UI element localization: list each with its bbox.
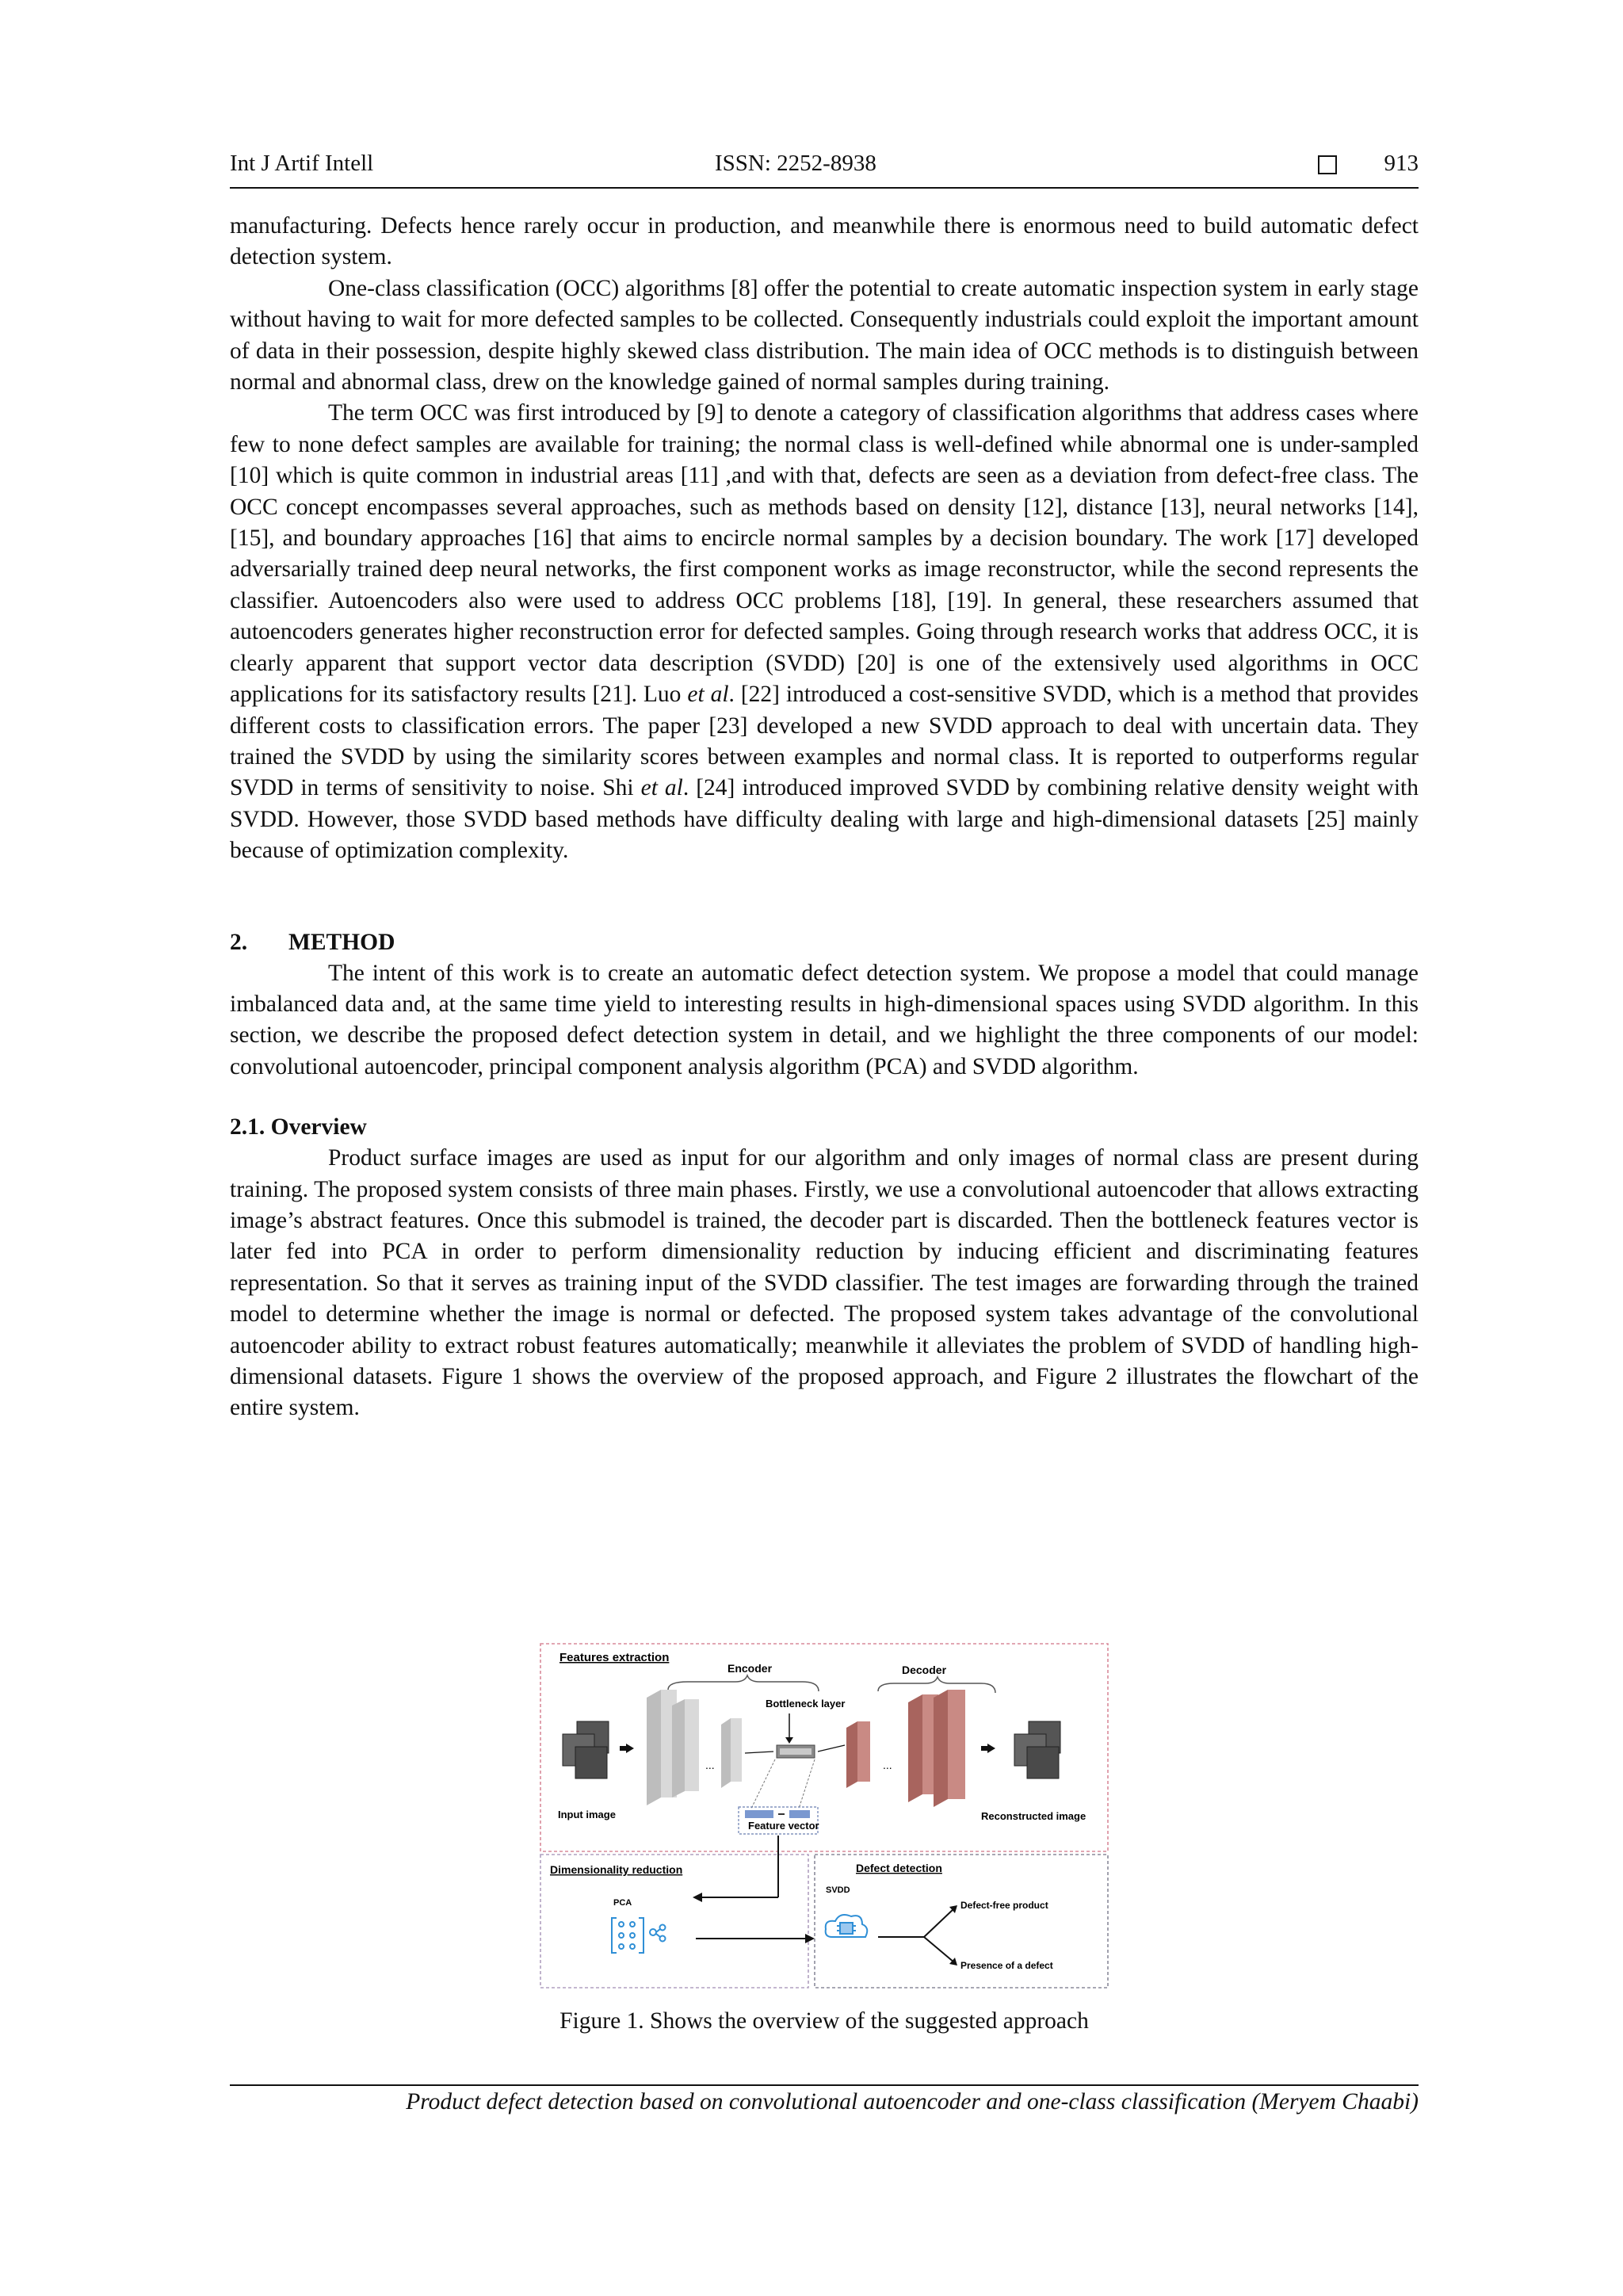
section-heading: 2. METHOD	[230, 929, 395, 955]
svg-text:...: ...	[883, 1759, 892, 1771]
svg-text:...: ...	[705, 1759, 715, 1771]
encoder-blocks	[647, 1690, 742, 1805]
bottleneck-label: Bottleneck layer	[766, 1698, 846, 1710]
paragraph: One-class classification (OCC) algorithms [8] offer the potential to create automatic inspection system in early stage without having to wait for more defected samples to be collected. Consequently industrials could exploit the important amount of data in their possession, despite highly skewed class distribution. The main idea of OCC methods is to distinguish between normal and abnormal class, drew on the knowledge gained of normal samples during training.	[230, 275, 1419, 395]
figure-1	[537, 1642, 1111, 1991]
bottleneck-block	[777, 1745, 815, 1758]
decoder-label: Decoder	[902, 1664, 947, 1676]
footer-rule	[230, 2084, 1419, 2086]
reconstructed-image-stack	[1014, 1721, 1060, 1778]
issn: ISSN: 2252-8938	[715, 151, 876, 176]
pca-label: PCA	[613, 1898, 632, 1908]
defect-free-label: Defect-free product	[960, 1900, 1048, 1911]
reconstructed-image-label: Reconstructed image	[981, 1810, 1086, 1822]
journal-name: Int J Artif Intell	[230, 151, 374, 176]
paragraph: Product surface images are used as input for our algorithm and only images of normal class are present during training. The proposed system consists of three main phases. Firstly, we use a convolutional autoencoder that allows extracting image’s abstract features. Once this submodel is trained, the decoder part is discarded. Then the bottleneck features vector is later fed into PCA in order to perform dimensionality reduction by inducing efficient and discriminating features representation. So that it serves as training input of the SVDD classifier. The test images are forwarding through the trained model to determine whether the image is normal or defected. The proposed system takes advantage of the convolutional autoencoder ability to extract robust features automatically; meanwhile it alleviates the problem of SVDD of handling high-dimensional datasets. Figure 1 shows the overview of the proposed approach, and Figure 2 illustrates the flowchart of the entire system.	[230, 1145, 1419, 1421]
page	[230, 151, 1419, 2115]
header-rule	[230, 187, 1419, 189]
subsection-heading: 2.1. Overview	[230, 1114, 367, 1140]
defect-detection-label: Defect detection	[856, 1862, 942, 1874]
square-icon	[1318, 155, 1337, 174]
features-extraction-label: Features extraction	[559, 1651, 670, 1664]
encoder-label: Encoder	[727, 1662, 773, 1675]
paragraph: manufacturing. Defects hence rarely occur in production, and meanwhile there is enormous need to build automatic defect detection system.	[230, 213, 1419, 270]
page-number: 913	[1384, 151, 1419, 176]
body-text	[230, 211, 1419, 1424]
input-image-label: Input image	[558, 1809, 616, 1820]
presence-defect-label: Presence of a defect	[960, 1960, 1053, 1971]
feature-vector-label: Feature vector	[748, 1820, 819, 1832]
dim-reduction-label: Dimensionality reduction	[550, 1863, 683, 1876]
input-image-stack	[563, 1721, 609, 1778]
page-header	[230, 151, 1419, 185]
page-footer: Product defect detection based on convolutional autoencoder and one-class classification (Meryem Chaabi)	[406, 2089, 1419, 2115]
pca-icon	[612, 1918, 666, 1953]
figure-caption: Figure 1. Shows the overview of the suggested approach	[559, 2008, 1089, 2034]
svdd-icon	[826, 1915, 868, 1937]
svdd-label: SVDD	[826, 1885, 850, 1895]
paragraph: The term OCC was first introduced by [9] to denote a category of classification algorithms that address cases where few to none defect samples are available for training; the normal class is well-defined while abnormal one is under-sampled [10] which is quite common in industrial areas [11] ,and with that, defects are seen as a deviation from defect-free class. The OCC concept encompasses several approaches, such as methods based on density [12], distance [13], neural networks [14], [15], and boundary approaches [16] that aims to encircle normal samples by a decision boundary. The work [17] developed adversarially trained deep neural networks, the first component works as image reconstructor, while the second represents the classifier. Autoencoders also were used to address OCC problems [18], [19]. In general, these researchers assumed that autoencoders generates higher reconstruction error for defected samples. Going through research works that address OCC, it is clearly apparent that support vector data description (SVDD) [20] is one of the extensively used algorithms in OCC applications for its satisfactory results [21]. Luo et al. [22] introduced a cost-sensitive SVDD, which is a method that provides different costs to classification errors. The paper [23] developed a new SVDD approach to deal with uncertain data. They trained the SVDD by using the similarity scores between examples and normal class. It is reported to outperforms regular SVDD in terms of sensitivity to noise. Shi et al. [24] introduced improved SVDD by combining relative density weight with SVDD. However, those SVDD based methods have difficulty dealing with large and high-dimensional datasets [25] mainly because of optimization complexity.	[230, 400, 1419, 864]
paragraph: The intent of this work is to create an automatic defect detection system. We propose a model that could manage imbalanced data and, at the same time yield to interesting results in high-dimensional spaces using SVDD algorithm. In this section, we describe the proposed defect detection system in detail, and we highlight the three components of our model: convolutional autoencoder, principal component analysis algorithm (PCA) and SVDD algorithm.	[230, 960, 1419, 1079]
decoder-blocks	[846, 1690, 965, 1807]
